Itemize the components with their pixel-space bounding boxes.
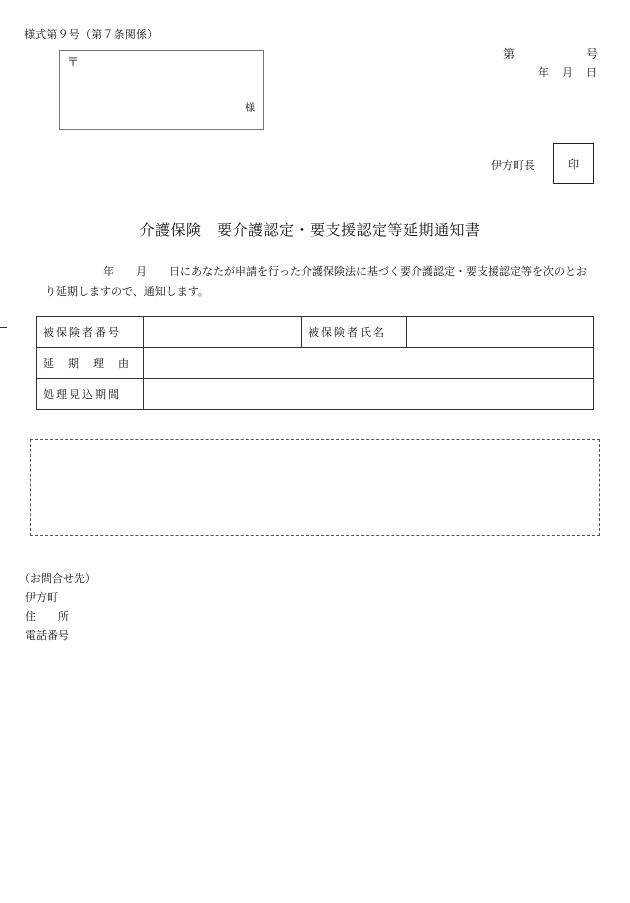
delay-reason-field[interactable] <box>144 348 594 379</box>
remarks-box <box>30 439 600 536</box>
insured-name-field[interactable] <box>407 317 594 348</box>
contact-heading: （お問合せ先） <box>19 572 96 585</box>
notice-body <box>45 262 598 302</box>
postal-mark: 〒 <box>67 55 80 69</box>
table-row <box>37 379 594 410</box>
table-row <box>37 348 594 379</box>
issue-date <box>538 64 597 80</box>
table-row <box>37 317 594 348</box>
date-day: 日 <box>586 66 597 79</box>
contact-address-label: 住 所 <box>25 610 69 623</box>
contact-phone-label: 電話番号 <box>25 629 69 642</box>
form-number-label: 様式第９号（第７条関係） <box>24 28 159 41</box>
document-title: 介護保険 要介護認定・要支援認定等延期通知書 <box>139 221 481 239</box>
address-box <box>59 50 264 130</box>
info-table <box>36 316 594 410</box>
seal-label: 印 <box>568 157 579 171</box>
contact-block <box>19 569 96 645</box>
insured-number-label: 被保険者番号 <box>37 317 144 348</box>
fold-mark <box>0 327 7 328</box>
insured-name-label: 被保険者氏名 <box>302 317 407 348</box>
delay-reason-label: 延期理由 <box>37 348 144 379</box>
addressee-suffix: 様 <box>245 103 255 114</box>
issuer-name: 伊方町長 <box>491 159 535 172</box>
document-number-suffix: 号 <box>586 47 599 61</box>
notice-body-line1: 年 月 日にあなたが申請を行った介護保険法に基づく要介護認定・要支援認定等を次のとお <box>103 265 587 278</box>
notice-body-line2: り延期しますので、通知します。 <box>45 285 209 298</box>
seal-box <box>553 143 594 184</box>
date-year: 年 <box>538 66 549 79</box>
expected-period-label: 処理見込期間 <box>37 379 144 410</box>
insured-number-field[interactable] <box>144 317 302 348</box>
date-month: 月 <box>562 66 573 79</box>
contact-town: 伊方町 <box>25 591 58 604</box>
document-number-prefix: 第 <box>503 47 516 61</box>
expected-period-field[interactable] <box>144 379 594 410</box>
